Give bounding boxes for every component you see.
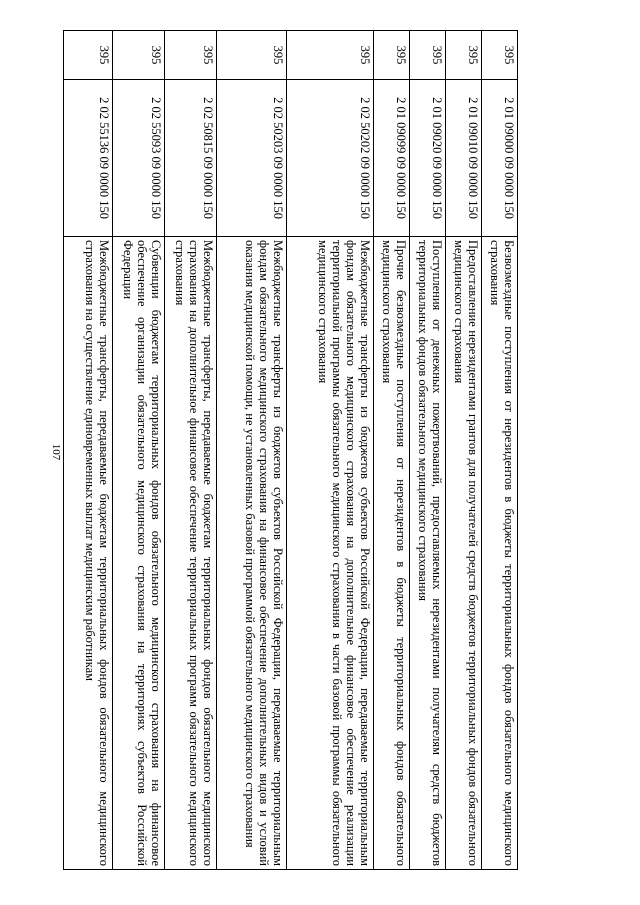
revenue-name-cell: Прочие безвозмездные поступления от нерезидентов в бюджеты территориальных фондов обязательного медицинского страхования [374, 237, 410, 870]
admin-code-cell: 395 [113, 31, 165, 80]
revenue-name-cell: Межбюджетные трансферты из бюджетов субъектов Российской Федерации, передаваемые территориальным фондам обязательного медицинского страхования на финансовое обеспечение дополнительных видов и условий оказания медицинской помощи, не установленных базовой программой обязательного медицинского страхования [217, 237, 287, 870]
budget-code-cell: 2 02 50203 09 0000 150 [217, 80, 287, 237]
revenue-name-cell: Субвенции бюджетам территориальных фондов обязательного медицинского страхования на финансовое обеспечение организации обязательного медицинского страхования на территориях субъектов Российской Федерации [113, 237, 165, 870]
revenue-name-cell: Межбюджетные трансферты из бюджетов субъектов Российской Федерации, передаваемые территориальным фондам обязательного медицинского страхования на дополнительное финансовое обеспечение реализации территориальной программы обязательного медицинского страхования в части базовой программы обязательного медицинского страхования [287, 237, 374, 870]
budget-codes-table [63, 30, 518, 870]
admin-code-cell: 395 [410, 31, 446, 80]
admin-code-cell: 395 [165, 31, 217, 80]
budget-code-cell: 2 01 09099 09 0000 150 [374, 80, 410, 237]
budget-code-cell: 2 02 55093 09 0000 150 [113, 80, 165, 237]
table-row [287, 31, 374, 870]
revenue-name-cell: Поступления от денежных пожертвований, предоставляемых нерезидентами получателям средств бюджетов территориальных фондов обязательного медицинского страхования [410, 237, 446, 870]
admin-code-cell: 395 [374, 31, 410, 80]
admin-code-cell: 395 [64, 31, 113, 80]
table-row [446, 31, 482, 870]
table-row [374, 31, 410, 870]
table-row [482, 31, 518, 870]
table-row [64, 31, 113, 870]
admin-code-cell: 395 [446, 31, 482, 80]
budget-code-cell: 2 01 09000 09 0000 150 [482, 80, 518, 237]
budget-code-cell: 2 02 50815 09 0000 150 [165, 80, 217, 237]
table-row [410, 31, 446, 870]
admin-code-cell: 395 [287, 31, 374, 80]
admin-code-cell: 395 [482, 31, 518, 80]
table-row [165, 31, 217, 870]
revenue-name-cell: Межбюджетные трансферты, передаваемые бюджетам территориальных фондов обязательного медицинского страхования на дополнительное финансовое обеспечение территориальных программ обязательного медицинского страхования [165, 237, 217, 870]
revenue-name-cell: Безвозмездные поступления от нерезидентов в бюджеты территориальных фондов обязательного медицинского страхования [482, 237, 518, 870]
revenue-name-cell: Предоставление нерезидентами грантов для получателей средств бюджетов территориальных фондов обязательного медицинского страхования [446, 237, 482, 870]
table-row [217, 31, 287, 870]
budget-code-cell: 2 01 09010 09 0000 150 [446, 80, 482, 237]
table-row [113, 31, 165, 870]
budget-code-cell: 2 01 09020 09 0000 150 [410, 80, 446, 237]
budget-code-cell: 2 02 50202 09 0000 150 [287, 80, 374, 237]
budget-code-cell: 2 02 55136 09 0000 150 [64, 80, 113, 237]
admin-code-cell: 395 [217, 31, 287, 80]
page-number: 107 [50, 443, 62, 461]
rotated-table-container [70, 30, 518, 870]
revenue-name-cell: Межбюджетные трансферты, передаваемые бюджетам территориальных фондов обязательного медицинского страхования на осуществление единовременных выплат медицинским работникам [64, 237, 113, 870]
